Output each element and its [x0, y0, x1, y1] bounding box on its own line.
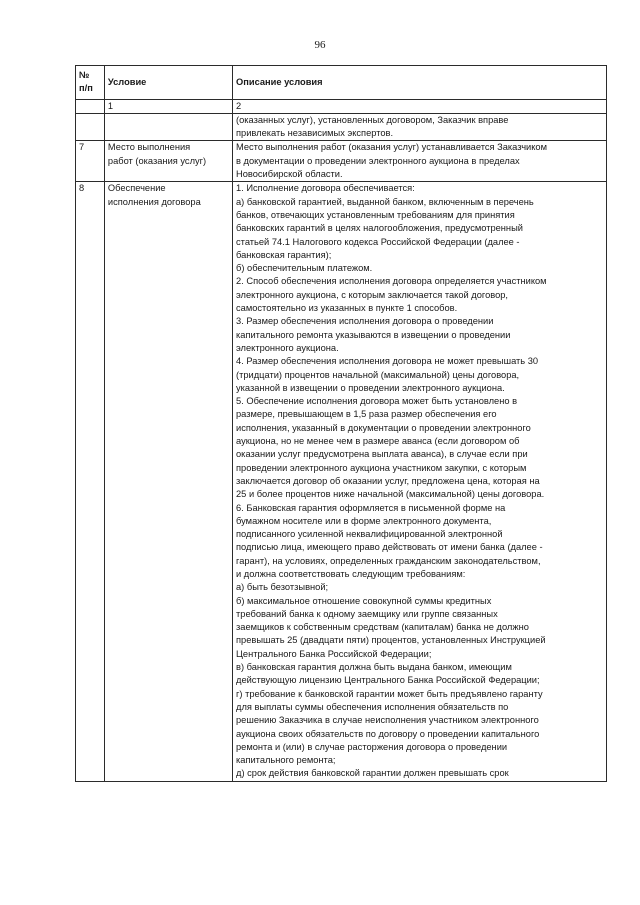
description-line: 6. Банковская гарантия оформляется в письменной форме на — [236, 502, 506, 513]
description-line: самостоятельно из указанных в пункте 1 способов. — [236, 303, 458, 314]
description-line: банков, отвечающих установленным требованиям для принятия — [236, 209, 515, 220]
description-line: исполнения, указанный в документации о проведении электронного — [236, 422, 531, 433]
description-line: капитального ремонта; — [236, 755, 336, 766]
description-line: привлекать независимых экспертов. — [236, 128, 394, 139]
row-condition — [104, 141, 232, 182]
description-line: банковских гарантий в целях налогообложения, предусмотренный — [236, 223, 523, 234]
description-line: размере, превышающем в 1,5 раза размер обеспечения его — [236, 409, 497, 420]
description-line: 25 и более процентов ниже начальной (максимальной) цены договора. — [236, 489, 545, 500]
description-line: подписью лица, имеющего право действовать от имени банка (далее - — [236, 542, 543, 553]
description-line: (оказанных услуг), установленных договором, Заказчик вправе — [236, 114, 509, 125]
index-row — [76, 99, 607, 113]
description-line: (тридцати) процентов начальной (максимальной) цены договора, — [236, 369, 520, 380]
description-line: Центрального Банка Российской Федерации; — [236, 648, 432, 659]
row-description — [233, 141, 607, 182]
condition-line: работ (оказания услуг) — [107, 155, 207, 166]
header-number-line1: № — [79, 70, 90, 80]
table-row — [76, 141, 607, 182]
description-line: проведении электронного аукциона участником закупки, с которым — [236, 462, 527, 473]
conditions-table — [75, 65, 607, 782]
description-line: а) банковской гарантией, выданной банком, включенным в перечень — [236, 196, 534, 207]
description-line: аукциона, но не менее чем в размере аванса (если договором об — [236, 436, 520, 447]
description-line: 4. Размер обеспечения исполнения договора не может превышать 30 — [236, 356, 539, 367]
page-number: 96 — [314, 39, 326, 51]
description-line: действующую лицензию Центрального Банка Российской Федерации; — [236, 675, 540, 686]
description-line: банковская гарантия); — [236, 249, 332, 260]
row-condition — [104, 182, 232, 781]
description-line: в документации о проведении электронного аукциона в пределах — [236, 155, 520, 166]
description-line: подписанного усиленной неквалифицированной электронной — [236, 529, 503, 540]
header-number-line2: п/п — [79, 83, 93, 94]
description-line: электронного аукциона, с которым заключается такой договор, — [236, 289, 509, 300]
continuation-description — [233, 113, 607, 141]
description-line: 2. Способ обеспечения исполнения договора определяется участником — [236, 276, 547, 287]
row-number: 8 — [76, 182, 105, 781]
description-line: превышать 25 (двадцати пяти) процентов, установленных Инструкцией — [236, 635, 546, 646]
description-line: Место выполнения работ (оказания услуг) устанавливается Заказчиком — [236, 142, 547, 153]
description-line: г) требование к банковской гарантии может быть предъявлено гаранту — [236, 688, 543, 699]
table-header-row — [76, 66, 607, 100]
description-line: ремонта и (или) в случае расторжения договора о проведении — [236, 741, 508, 752]
condition-line: Обеспечение — [107, 183, 166, 194]
description-line: Новосибирской области. — [236, 169, 343, 180]
description-line: б) максимальное отношение совокупной суммы кредитных — [236, 595, 492, 606]
description-line: в) банковская гарантия должна быть выдана банком, имеющим — [236, 662, 512, 673]
description-line: заключается договор об оказании услуг, предложена цена, которая на — [236, 475, 540, 486]
description-line: и должна соответствовать следующим требованиям: — [236, 568, 466, 579]
description-line: электронного аукциона. — [236, 342, 339, 353]
continuation-condition — [104, 113, 232, 141]
description-line: бумажном носителе или в форме электронного документа, — [236, 515, 492, 526]
row-description — [233, 182, 607, 781]
description-line: 3. Размер обеспечения исполнения договора о проведении — [236, 316, 494, 327]
description-line: указанной в извещении о проведении электронного аукциона. — [236, 382, 505, 393]
header-number — [76, 66, 105, 100]
description-line: аукциона своих обязательств по договору о проведении капитального — [236, 728, 540, 739]
description-line: 1. Исполнение договора обеспечивается: — [236, 183, 415, 194]
description-line: б) обеспечительным платежом. — [236, 263, 373, 274]
table-row — [76, 182, 607, 781]
description-line: требований банка к одному заемщику или группе связанных — [236, 608, 498, 619]
condition-line: Место выполнения — [107, 142, 191, 153]
description-line: оказании услуг предусмотрена выплата аванса), в случае если при — [236, 449, 528, 460]
description-line: 5. Обеспечение исполнения договора может быть установлено в — [236, 396, 518, 407]
index-cell-3: 2 — [233, 99, 607, 113]
header-description: Описание условия — [233, 66, 607, 100]
continuation-row — [76, 113, 607, 141]
description-line: капитального ремонта указываются в извещении о проведении — [236, 329, 511, 340]
description-line: заемщиков к собственным средствам (капиталам) банка не должно — [236, 622, 529, 633]
description-line: статьей 74.1 Налогового кодекса Российской Федерации (далее - — [236, 236, 520, 247]
description-line: гарант), на условиях, определенных гражданским законодательством, — [236, 555, 541, 566]
description-line: д) срок действия банковской гарантии должен превышать срок — [236, 768, 509, 779]
index-cell-1 — [76, 99, 105, 113]
description-line: для выплаты суммы обеспечения исполнения обязательств по — [236, 701, 509, 712]
header-condition: Условие — [104, 66, 232, 100]
description-line: решению Заказчика в случае неисполнения участником электронного — [236, 715, 539, 726]
index-cell-2: 1 — [104, 99, 232, 113]
continuation-num — [76, 113, 105, 141]
row-number: 7 — [76, 141, 105, 182]
description-line: а) быть безотзывной; — [236, 582, 329, 593]
condition-line: исполнения договора — [107, 196, 201, 207]
